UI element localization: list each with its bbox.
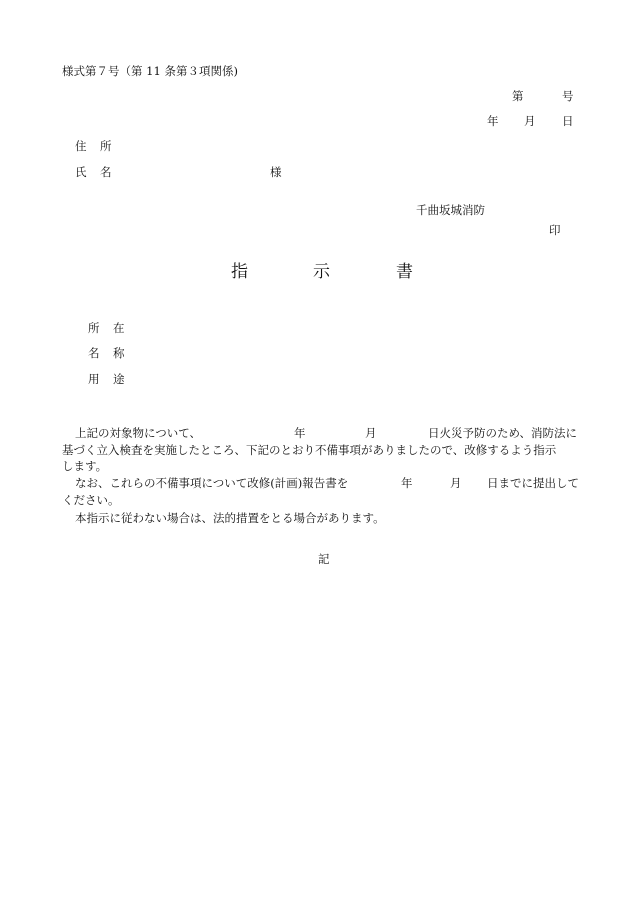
seal-mark: 印 bbox=[549, 223, 561, 237]
paragraph-2-start: なお、これらの不備事項について改修(計画)報告書を bbox=[75, 476, 349, 490]
date-year: 年 bbox=[487, 114, 499, 128]
name-label-1: 氏 bbox=[75, 165, 87, 179]
title-char-2: 示 bbox=[313, 262, 330, 282]
paragraph-1-line-2: 基づく立入検査を実施したところ、下記のとおり不備事項がありましたので、改修するよう指示 bbox=[62, 443, 557, 457]
title-char-1: 指 bbox=[231, 262, 248, 282]
title-char-3: 書 bbox=[396, 262, 413, 282]
paragraph-2-line-2: ください。 bbox=[62, 493, 120, 507]
name-label-2: 名 bbox=[100, 165, 112, 179]
paragraph-2-end: 日までに提出して bbox=[487, 476, 579, 490]
paragraph-3: 本指示に従わない場合は、法的措置をとる場合があります。 bbox=[75, 511, 385, 525]
ki-heading: 記 bbox=[318, 552, 330, 566]
paragraph-1-year: 年 bbox=[294, 426, 306, 440]
location-label-1: 所 bbox=[88, 321, 100, 335]
usage-label-2: 途 bbox=[113, 372, 125, 386]
address-label-1: 住 bbox=[75, 139, 87, 153]
paragraph-2-month: 月 bbox=[450, 476, 462, 490]
usage-label-1: 用 bbox=[88, 372, 100, 386]
number-dai: 第 bbox=[512, 89, 524, 103]
honorific: 様 bbox=[270, 165, 282, 179]
date-month: 月 bbox=[524, 114, 536, 128]
building-name-label-1: 名 bbox=[88, 346, 100, 360]
paragraph-1-start: 上記の対象物について、 bbox=[75, 426, 202, 440]
building-name-label-2: 称 bbox=[113, 346, 125, 360]
issuer-name: 千曲坂城消防 bbox=[416, 203, 485, 217]
address-label-2: 所 bbox=[100, 139, 112, 153]
number-go: 号 bbox=[562, 89, 574, 103]
paragraph-1-end: 日火災予防のため、消防法に bbox=[428, 426, 578, 440]
paragraph-1-line-3: します。 bbox=[62, 459, 108, 473]
form-label: 様式第７号（第 11 条第３項関係) bbox=[62, 64, 238, 78]
location-label-2: 在 bbox=[113, 321, 125, 335]
paragraph-2-year: 年 bbox=[401, 476, 413, 490]
date-day: 日 bbox=[562, 114, 574, 128]
paragraph-1-month: 月 bbox=[365, 426, 377, 440]
